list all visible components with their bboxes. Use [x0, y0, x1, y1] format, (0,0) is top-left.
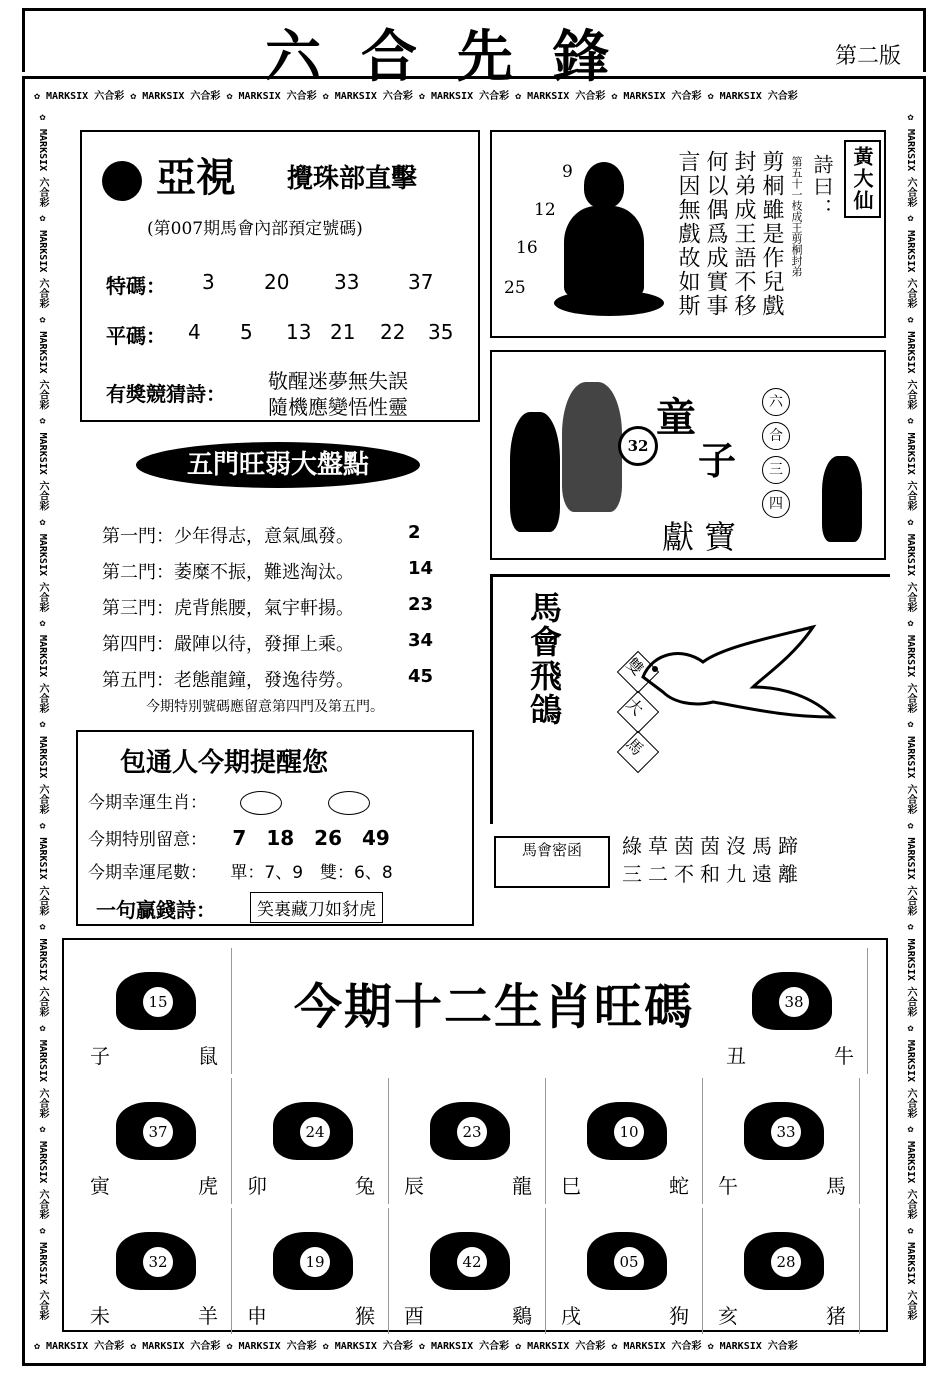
wumen-row-label: 第四門	[102, 634, 156, 655]
zodiac-cell	[549, 1208, 703, 1334]
zodiac-animal-label: 羊	[198, 1304, 218, 1328]
zodiac-cell	[706, 1208, 860, 1334]
wumen-row-number: 45	[408, 666, 434, 687]
huang-panel: 9 12 16 25 言因無戲故如斯 何以偶爲成實事 封弟成王語不移 剪桐雖是作兒戲 第五十一枝成王剪桐封弟 詩曰： 黃大仙	[490, 130, 886, 338]
child-with-pole	[822, 456, 862, 542]
tongzi-panel	[490, 350, 886, 560]
border-strip-left: ✿ MARKSIX 六合彩 ✿ MARKSIX 六合彩 ✿ MARKSIX 六合彩 ✿ MARKSIX 六合彩 ✿ MARKSIX 六合彩 ✿ MARKSIX 六合彩 ✿ MARKSIX 六合彩 ✿ MARKSIX 六合彩 ✿ MARKSIX 六合彩 ✿ MARKSIX 六合彩 ✿ MARKSIX 六合彩 ✿ MARKSIX 六合彩	[37, 112, 48, 1321]
wumen-title: 五門旺弱大盤點	[136, 442, 420, 488]
tongzi-title-3: 獻 寶	[662, 518, 737, 556]
lantern-chars: 六 合 三 四	[762, 388, 790, 518]
zodiac-cell	[78, 1078, 232, 1204]
border-strip-bottom: ✿ MARKSIX 六合彩 ✿ MARKSIX 六合彩 ✿ MARKSIX 六合彩 ✿ MARKSIX 六合彩 ✿ MARKSIX 六合彩 ✿ MARKSIX 六合彩 ✿ MARKSIX 六合彩 ✿ MARKSIX 六合彩	[34, 1341, 798, 1352]
wumen-row	[102, 594, 434, 620]
wumen-row	[102, 558, 434, 584]
zodiac-number: 32	[142, 1246, 174, 1278]
newspaper-title: 六合先鋒	[265, 24, 649, 90]
wumen-row-text: ：老態龍鐘，發逸待勞。	[156, 670, 354, 691]
zodiac-cell	[714, 948, 868, 1074]
border-strip-right: ✿ MARKSIX 六合彩 ✿ MARKSIX 六合彩 ✿ MARKSIX 六合彩 ✿ MARKSIX 六合彩 ✿ MARKSIX 六合彩 ✿ MARKSIX 六合彩 ✿ MARKSIX 六合彩 ✿ MARKSIX 六合彩 ✿ MARKSIX 六合彩 ✿ MARKSIX 六合彩 ✿ MARKSIX 六合彩 ✿ MARKSIX 六合彩	[905, 112, 916, 1321]
zodiac-animal-label: 鷄	[512, 1304, 532, 1328]
zodiac-branch-label: 丑	[726, 1044, 746, 1068]
wumen-row-number: 23	[408, 594, 434, 615]
zodiac-animal-label: 兔	[355, 1174, 375, 1198]
boy-figure-left	[510, 412, 560, 532]
zodiac-number: 28	[770, 1246, 802, 1278]
wumen-row-label: 第一門	[102, 526, 156, 547]
zodiac-number: 42	[456, 1246, 488, 1278]
wumen-row-text: ：嚴陣以待，發揮上乘。	[156, 634, 354, 655]
wumen-row	[102, 630, 434, 656]
yashi-panel: 亞視 攪珠部直擊 (第007期馬會內部預定號碼) 特碼： 3 20 33 37 平碼： 4 5 13 21 22 35 有獎競猜詩： 敬醒迷夢無失誤 隨機應變悟性靈	[80, 130, 480, 422]
zodiac-animal-label: 牛	[834, 1044, 854, 1068]
yashi-title: 攪珠部直擊	[287, 164, 418, 194]
flower-logo-icon	[102, 161, 142, 201]
poem-label: 有獎競猜詩：	[106, 382, 226, 406]
zodiac-branch-label: 辰	[404, 1174, 424, 1198]
zodiac-branch-label: 亥	[718, 1304, 738, 1328]
remind-row-1: 今期幸運生肖：	[88, 788, 370, 815]
huang-poem-subhead: 第五十一枝成王剪桐封弟	[790, 156, 803, 277]
remind-panel	[76, 730, 474, 926]
envelope-icon: 馬會密函	[494, 836, 610, 888]
mihan-poem: 綠草茵茵沒馬蹄 三二不和九遠離	[622, 834, 804, 886]
zodiac-branch-label: 子	[90, 1044, 110, 1068]
zodiac-cell	[78, 1208, 232, 1334]
wumen-row	[102, 522, 421, 548]
lucky-zodiac-icons	[240, 791, 369, 815]
zodiac-number: 33	[770, 1116, 802, 1148]
huang-poem-head: 詩曰：	[810, 154, 834, 220]
sage-figure	[554, 162, 664, 322]
zodiac-animal-label: 虎	[198, 1174, 218, 1198]
wumen-row-label: 第二門	[102, 562, 156, 583]
ge-tag: 雙 大 馬	[623, 657, 653, 767]
zodiac-animal-label: 鼠	[198, 1044, 218, 1068]
yashi-logo: 亞視	[102, 146, 236, 203]
lantern-number: 32	[618, 426, 658, 466]
zodiac-cell	[235, 1078, 389, 1204]
normal-label: 平碼：	[106, 324, 166, 348]
zodiac-branch-label: 酉	[404, 1304, 424, 1328]
wumen-row	[102, 666, 434, 692]
zodiac-cell	[235, 1208, 389, 1334]
boy-figure-right	[562, 382, 622, 512]
zodiac-branch-label: 巳	[561, 1174, 581, 1198]
zodiac-animal-label: 馬	[826, 1174, 846, 1198]
wumen-row-number: 34	[408, 630, 434, 651]
zodiac-animal-label: 龍	[512, 1174, 532, 1198]
zodiac-cell	[78, 948, 232, 1074]
zodiac-number: 38	[778, 986, 810, 1018]
zodiac-animal-label: 狗	[669, 1304, 689, 1328]
zodiac-branch-label: 戌	[561, 1304, 581, 1328]
zodiac-branch-label: 申	[247, 1304, 267, 1328]
zodiac-cell	[549, 1078, 703, 1204]
tongzi-title-1: 童	[656, 394, 696, 441]
remind-title: 包通人今期提醒您	[120, 748, 329, 778]
ge-title: 馬會飛鴿	[525, 591, 563, 727]
border-strip-top: ✿ MARKSIX 六合彩 ✿ MARKSIX 六合彩 ✿ MARKSIX 六合彩 ✿ MARKSIX 六合彩 ✿ MARKSIX 六合彩 ✿ MARKSIX 六合彩 ✿ MARKSIX 六合彩 ✿ MARKSIX 六合彩	[34, 91, 798, 102]
remind-poem-label: 一句贏錢詩：	[96, 898, 216, 922]
zodiac-cell	[706, 1078, 860, 1204]
zodiac-animal-label: 猴	[355, 1304, 375, 1328]
zodiac-title: 今期十二生肖旺碼	[294, 979, 695, 1035]
zodiac-number: 24	[299, 1116, 331, 1148]
wumen-row-label: 第三門	[102, 598, 156, 619]
zodiac-number: 15	[142, 986, 174, 1018]
wumen-row-text: ：虎背熊腰，氣宇軒揚。	[156, 598, 354, 619]
zodiac-branch-label: 卯	[247, 1174, 267, 1198]
remind-row-3: 今期幸運尾數： 單：7、9 雙：6、8	[88, 863, 393, 883]
zodiac-number: 10	[613, 1116, 645, 1148]
wumen-row-label: 第五門	[102, 670, 156, 691]
wumen-row-text: ：少年得志，意氣風發。	[156, 526, 354, 547]
zodiac-branch-label: 寅	[90, 1174, 110, 1198]
zodiac-cell	[392, 1208, 546, 1334]
zodiac-branch-label: 未	[90, 1304, 110, 1328]
zodiac-branch-label: 午	[718, 1174, 738, 1198]
zodiac-number: 37	[142, 1116, 174, 1148]
zodiac-number: 23	[456, 1116, 488, 1148]
zodiac-animal-label: 蛇	[669, 1174, 689, 1198]
yashi-subtitle: (第007期馬會內部預定號碼)	[147, 219, 363, 239]
remind-row-2: 今期特別留意： 7 18 26 49	[88, 826, 390, 850]
yashi-poem: 敬醒迷夢無失誤 隨機應變悟性靈	[268, 369, 408, 419]
zodiac-number: 19	[299, 1246, 331, 1278]
zodiac-cell	[392, 1078, 546, 1204]
wumen-row-number: 2	[408, 522, 421, 543]
mihan-panel	[490, 832, 890, 922]
wumen-note: 今期特別號碼應留意第四門及第五門。	[146, 699, 384, 715]
page-header	[22, 8, 926, 90]
zodiac-animal-label: 猪	[826, 1304, 846, 1328]
huang-title: 黃大仙	[844, 140, 881, 218]
wumen-panel	[80, 430, 480, 720]
zodiac-number: 05	[613, 1246, 645, 1278]
tongzi-title-2: 子	[698, 438, 737, 483]
wumen-row-number: 14	[408, 558, 434, 579]
edition-label: 第二版	[834, 44, 901, 69]
remind-poem: 笑裏藏刀如豺虎	[250, 892, 383, 923]
ge-panel	[490, 574, 890, 824]
special-label: 特碼：	[106, 274, 166, 298]
zodiac-section	[62, 938, 888, 1332]
wumen-row-text: ：萎糜不振，難逃淘汰。	[156, 562, 354, 583]
